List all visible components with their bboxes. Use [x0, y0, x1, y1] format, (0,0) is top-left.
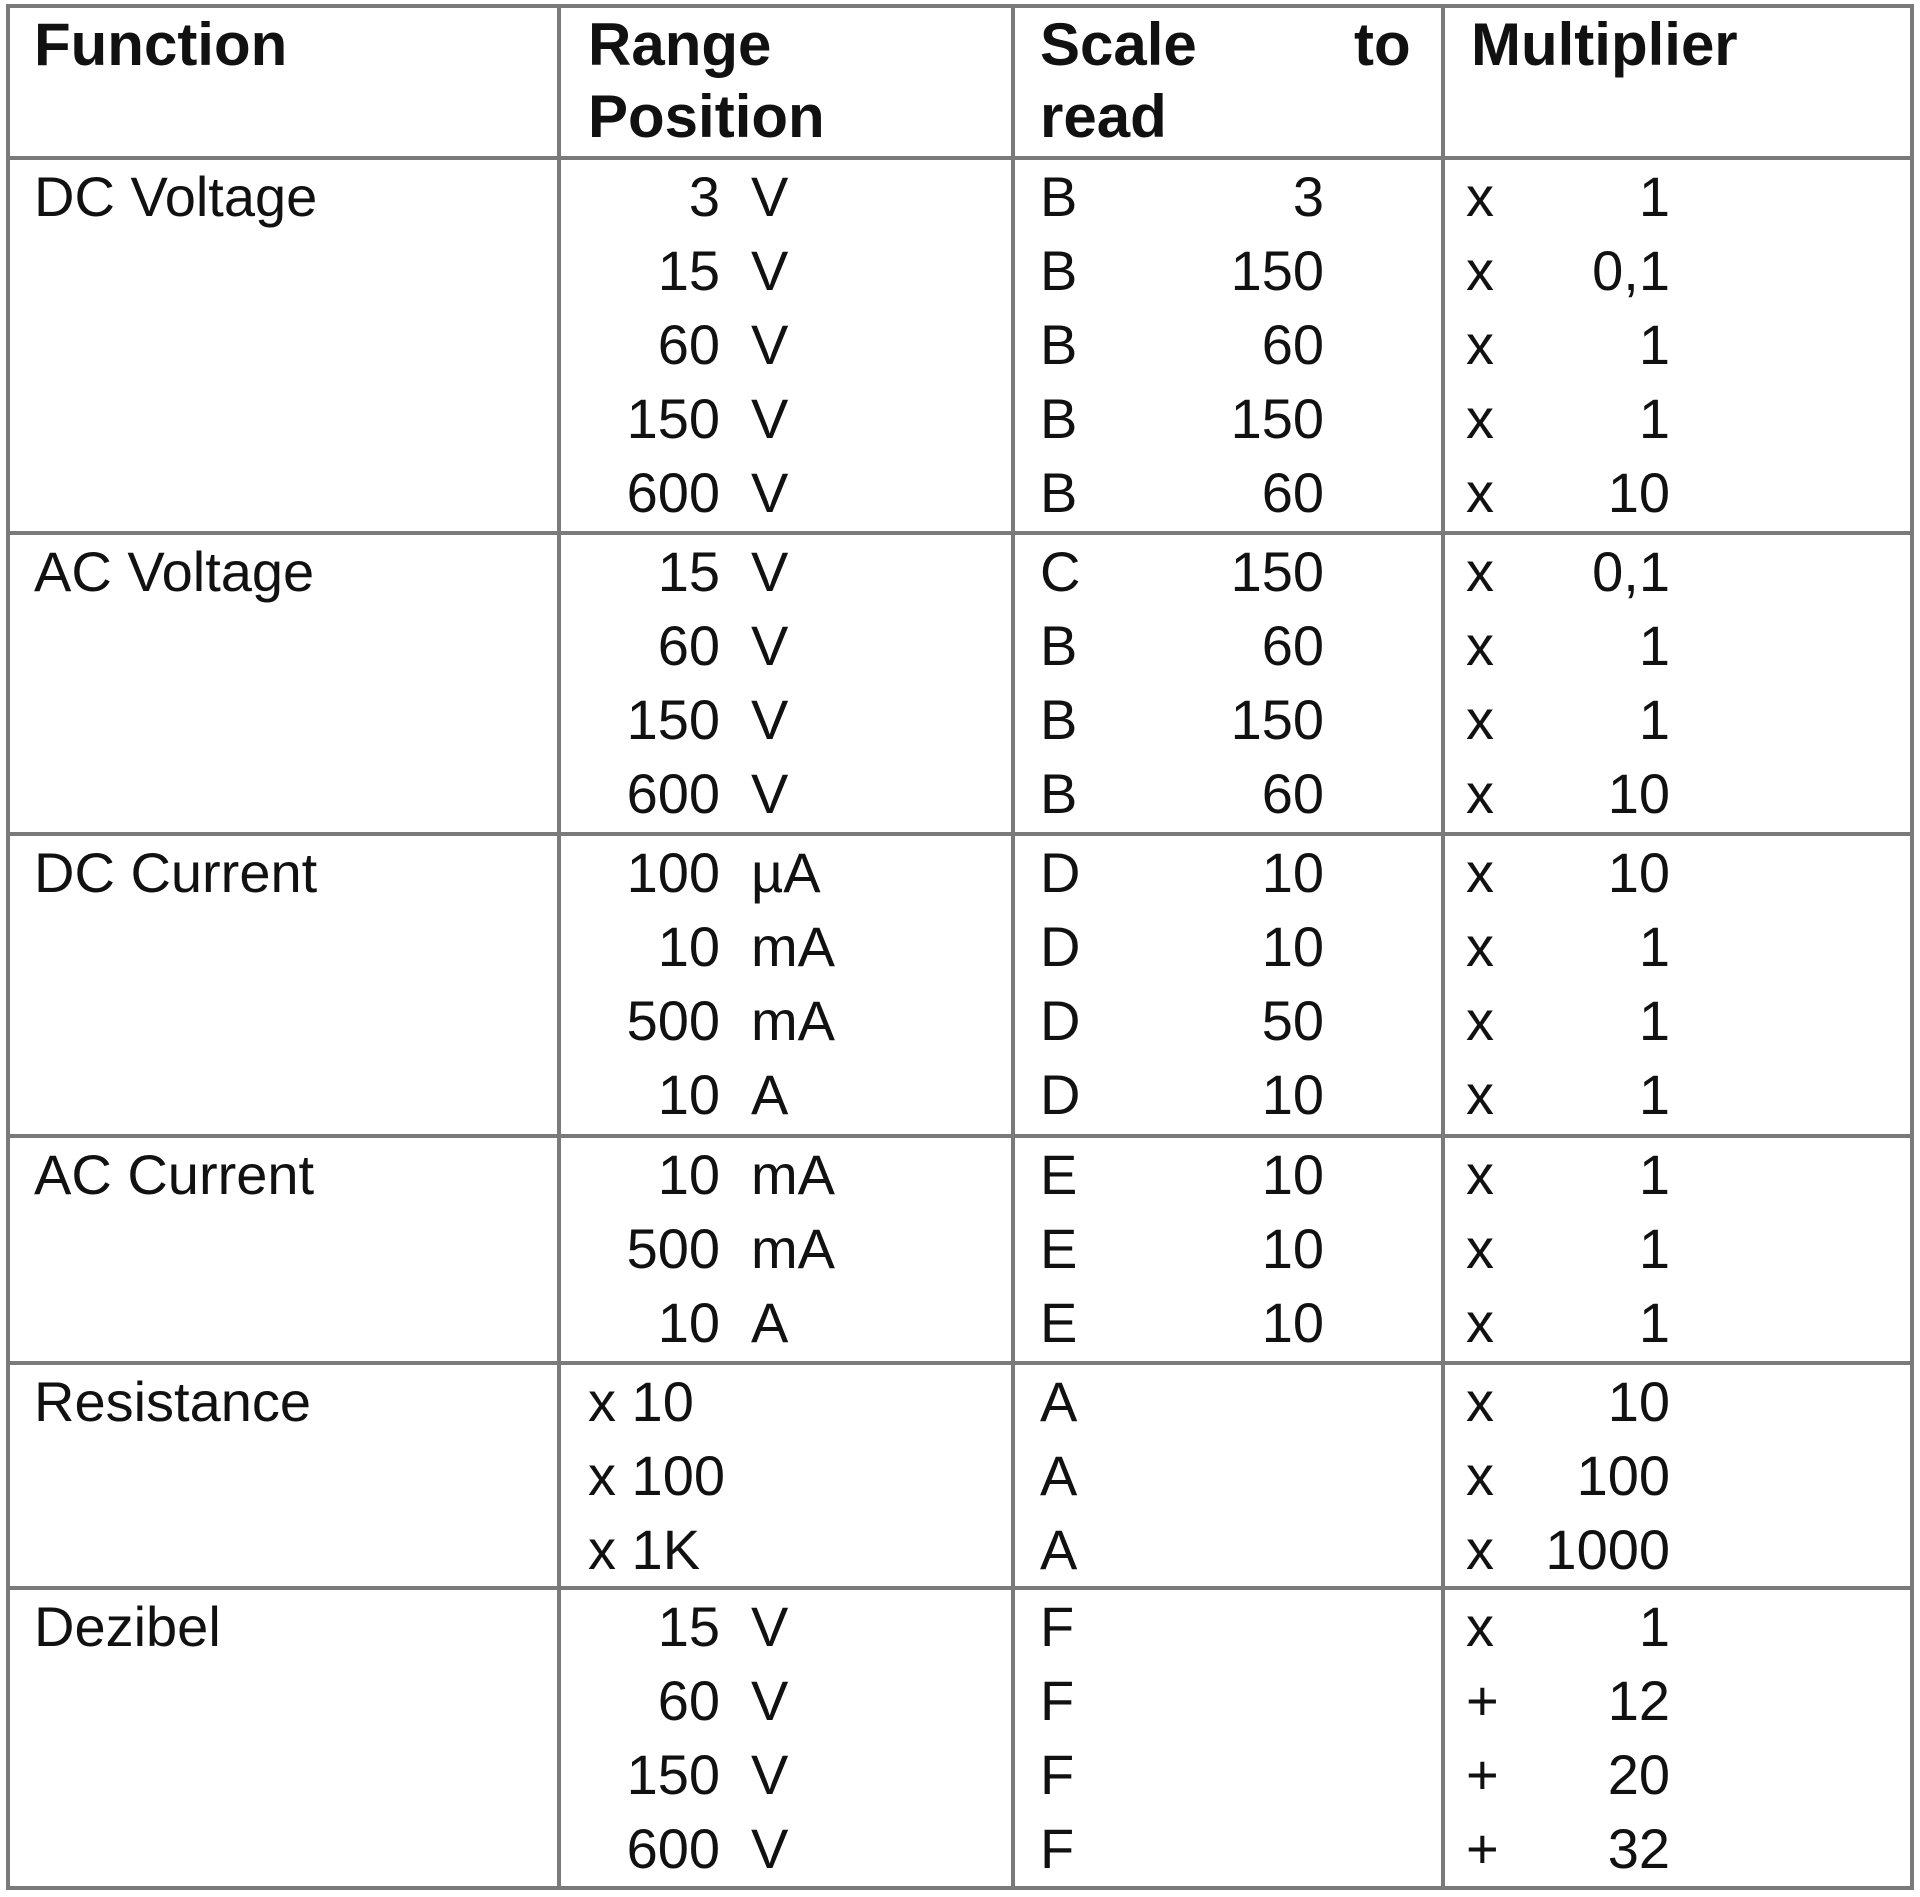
multiplier-value: 1 [1638, 1143, 1670, 1206]
multiplier-operator: x [1466, 989, 1494, 1052]
function-label: DC Voltage [34, 165, 318, 228]
multiplier-value: 0,1 [1592, 239, 1670, 302]
multiplier-value: 1000 [1545, 1518, 1670, 1581]
scale-value: 60 [1261, 313, 1324, 376]
scale-value: 10 [1261, 1143, 1324, 1206]
multiplier-operator: x [1466, 1143, 1494, 1206]
range-unit: V [751, 165, 789, 228]
scale-letter: E [1040, 1217, 1078, 1280]
multiplier-operator: x [1466, 1217, 1494, 1280]
scale-letter: F [1040, 1669, 1075, 1732]
header-scale-line2: read [1040, 83, 1167, 150]
range-value: 10 [657, 1063, 720, 1126]
scale-value: 10 [1261, 1063, 1324, 1126]
scale-letter: B [1040, 239, 1078, 302]
multiplier-operator: x [1466, 614, 1494, 677]
range-value: 10 [657, 1291, 720, 1354]
scale-letter: B [1040, 614, 1078, 677]
scale-letter: F [1040, 1743, 1075, 1806]
multiplier-value: 10 [1607, 461, 1670, 524]
scale-value [1126, 1738, 1324, 1812]
scale-value [1126, 1590, 1324, 1664]
range-unit: A [751, 1063, 789, 1126]
scale-value: 10 [1261, 841, 1324, 904]
scale-letter: F [1040, 1817, 1075, 1880]
scale-letter: F [1040, 1595, 1075, 1658]
scale-letter: D [1040, 989, 1081, 1052]
function-label: Resistance [34, 1370, 312, 1433]
multiplier-operator: x [1466, 1444, 1494, 1507]
range-value: 150 [626, 387, 720, 450]
table-border-left [6, 4, 10, 1890]
scale-letter: B [1040, 688, 1078, 751]
range-unit: mA [751, 1143, 835, 1206]
multiplier-value: 1 [1638, 165, 1670, 228]
multiplier-operator: x [1466, 165, 1494, 228]
range-value: 500 [626, 1217, 720, 1280]
multiplier-operator: x [1466, 915, 1494, 978]
scale-value [1126, 1812, 1324, 1886]
multiplier-operator: + [1466, 1669, 1499, 1732]
range-value: 15 [657, 540, 720, 603]
range-unit: A [751, 1291, 789, 1354]
scale-letter: B [1040, 313, 1078, 376]
scale-letter: E [1040, 1143, 1078, 1206]
multiplier-value: 1 [1638, 688, 1670, 751]
multiplier-value: 1 [1638, 915, 1670, 978]
range-value: 60 [657, 313, 720, 376]
scale-letter: A [1040, 1518, 1078, 1581]
scale-letter: D [1040, 1063, 1081, 1126]
scale-value: 60 [1261, 614, 1324, 677]
scale-value: 10 [1261, 1291, 1324, 1354]
multiplier-operator: x [1466, 1370, 1494, 1433]
multiplier-value: 1 [1638, 1595, 1670, 1658]
function-label: DC Current [34, 841, 318, 904]
multiplier-value: 10 [1607, 841, 1670, 904]
range-value: 60 [657, 1669, 720, 1732]
multiplier-operator: x [1466, 239, 1494, 302]
multiplier-operator: x [1466, 540, 1494, 603]
range-unit: V [751, 387, 789, 450]
scale-letter: B [1040, 165, 1078, 228]
scale-value: 150 [1230, 688, 1324, 751]
range-value: 10 [657, 1143, 720, 1206]
range-position: x 100 [588, 1444, 725, 1507]
range-value: 100 [626, 841, 720, 904]
header-range-line1: Range [588, 11, 772, 78]
multiplier-operator: x [1466, 1291, 1494, 1354]
multiplier-operator: + [1466, 1743, 1499, 1806]
scale-value [1126, 1664, 1324, 1738]
table-border-right [1910, 4, 1914, 1890]
range-value: 150 [626, 1743, 720, 1806]
range-value: 15 [657, 1595, 720, 1658]
scale-letter: A [1040, 1444, 1078, 1507]
scale-value: 150 [1230, 540, 1324, 603]
range-unit: mA [751, 1217, 835, 1280]
multiplier-value: 10 [1607, 1370, 1670, 1433]
range-value: 600 [626, 461, 720, 524]
range-unit: V [751, 1669, 789, 1732]
range-position: x 10 [588, 1370, 694, 1433]
multiplier-value: 0,1 [1592, 540, 1670, 603]
scale-value: 10 [1261, 915, 1324, 978]
range-unit: V [751, 762, 789, 825]
header-range-line2: Position [588, 83, 825, 150]
multiplier-value: 1 [1638, 614, 1670, 677]
multiplier-operator: x [1466, 762, 1494, 825]
header-scale-word2: to [1354, 11, 1411, 78]
multiplier-operator: x [1466, 313, 1494, 376]
range-unit: V [751, 614, 789, 677]
multiplier-operator: x [1466, 841, 1494, 904]
scale-value: 150 [1230, 387, 1324, 450]
multiplier-value: 1 [1638, 1063, 1670, 1126]
column-divider [557, 4, 561, 1890]
range-unit: mA [751, 915, 835, 978]
range-value: 3 [688, 165, 720, 228]
function-label: AC Current [34, 1143, 315, 1206]
multiplier-value: 20 [1607, 1743, 1670, 1806]
scale-letter: C [1040, 540, 1081, 603]
range-unit: V [751, 1817, 789, 1880]
multiplier-value: 1 [1638, 989, 1670, 1052]
multiplier-value: 1 [1638, 1217, 1670, 1280]
header-function: Function [34, 11, 288, 78]
range-unit: V [751, 688, 789, 751]
column-divider [1441, 4, 1445, 1890]
multimeter-range-table [6, 4, 1914, 1890]
multiplier-operator: + [1466, 1817, 1499, 1880]
multiplier-value: 12 [1607, 1669, 1670, 1732]
range-unit: V [751, 540, 789, 603]
scale-letter: D [1040, 841, 1081, 904]
scale-letter: B [1040, 762, 1078, 825]
scale-value [1126, 1439, 1324, 1513]
table-border-bottom [6, 1886, 1914, 1890]
range-value: 150 [626, 688, 720, 751]
range-value: 10 [657, 915, 720, 978]
header-scale-word1: Scale [1040, 11, 1197, 78]
scale-value [1126, 1513, 1324, 1587]
scale-letter: D [1040, 915, 1081, 978]
range-value: 500 [626, 989, 720, 1052]
range-unit: µA [751, 841, 821, 904]
range-unit: V [751, 239, 789, 302]
scale-letter: A [1040, 1370, 1078, 1433]
scale-letter: E [1040, 1291, 1078, 1354]
range-value: 60 [657, 614, 720, 677]
range-value: 15 [657, 239, 720, 302]
multiplier-value: 1 [1638, 313, 1670, 376]
function-label: Dezibel [34, 1595, 221, 1658]
scale-letter: B [1040, 461, 1078, 524]
range-unit: mA [751, 989, 835, 1052]
multiplier-operator: x [1466, 387, 1494, 450]
multiplier-operator: x [1466, 1518, 1494, 1581]
multiplier-operator: x [1466, 461, 1494, 524]
function-label: AC Voltage [34, 540, 315, 603]
column-divider [1011, 4, 1015, 1890]
range-unit: V [751, 1743, 789, 1806]
multiplier-value: 1 [1638, 387, 1670, 450]
scale-value: 10 [1261, 1217, 1324, 1280]
scale-letter: B [1040, 387, 1078, 450]
scale-value [1126, 1365, 1324, 1439]
scale-value: 50 [1261, 989, 1324, 1052]
multiplier-operator: x [1466, 1063, 1494, 1126]
multiplier-operator: x [1466, 688, 1494, 751]
range-position: x 1K [588, 1518, 701, 1581]
multiplier-value: 1 [1638, 1291, 1670, 1354]
scale-value: 150 [1230, 239, 1324, 302]
range-unit: V [751, 461, 789, 524]
multiplier-value: 100 [1576, 1444, 1670, 1507]
multiplier-operator: x [1466, 1595, 1494, 1658]
scale-value: 60 [1261, 461, 1324, 524]
multiplier-value: 10 [1607, 762, 1670, 825]
header-multiplier: Multiplier [1471, 11, 1738, 78]
multiplier-value: 32 [1607, 1817, 1670, 1880]
range-value: 600 [626, 762, 720, 825]
range-unit: V [751, 1595, 789, 1658]
range-unit: V [751, 313, 789, 376]
scale-value: 3 [1292, 165, 1324, 228]
scale-value: 60 [1261, 762, 1324, 825]
range-value: 600 [626, 1817, 720, 1880]
